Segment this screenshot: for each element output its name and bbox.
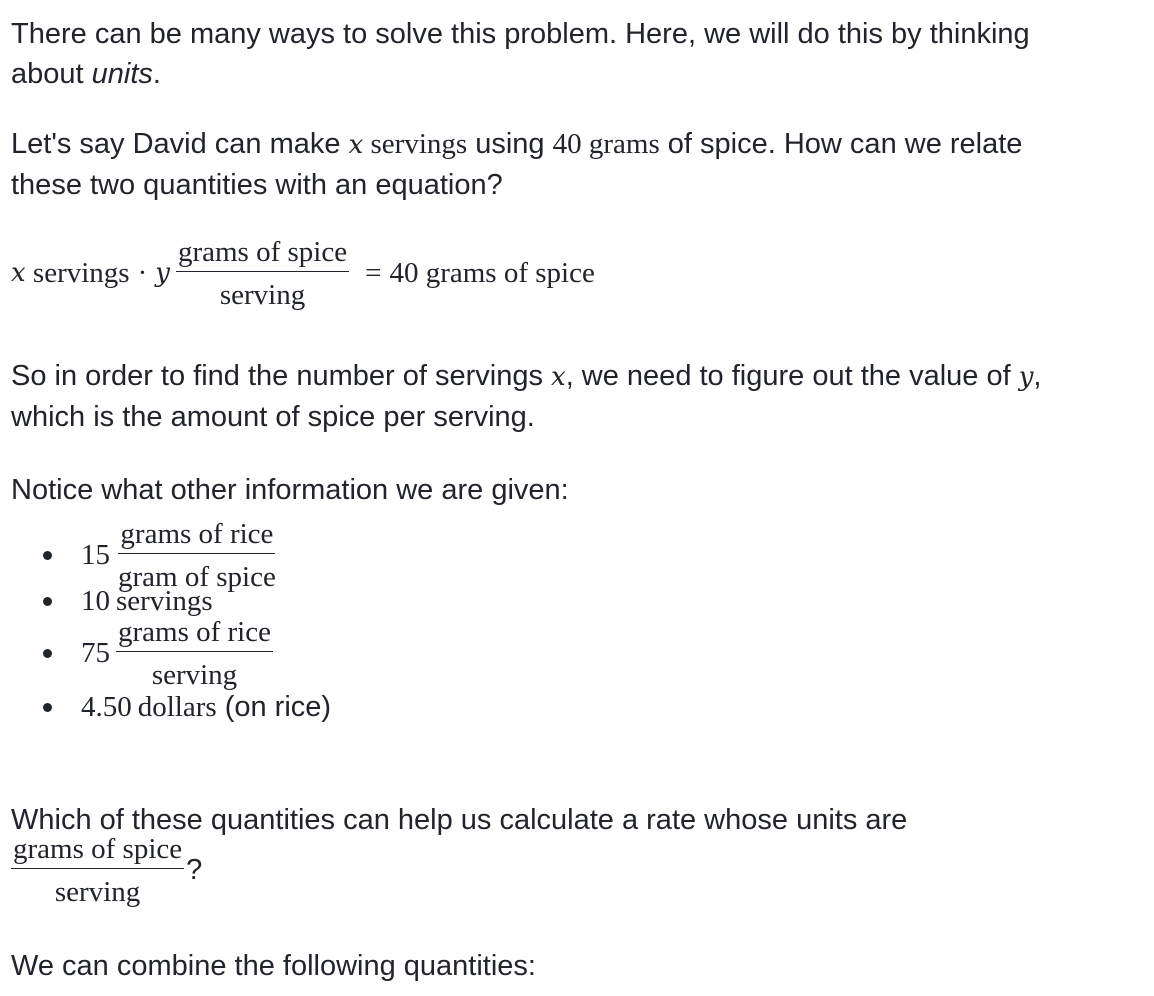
bullet-icon [43, 551, 52, 560]
intro-paragraph [11, 14, 1030, 94]
spice-per-serving-fraction: $\frac{\text{grams of spice}}{\text{serving}}$ [13, 833, 183, 908]
question-rate-units: $\frac{\text{grams of spice}}{\text{serving}}$ ? [13, 833, 203, 908]
bullet-icon [43, 649, 52, 658]
find-paragraph [11, 356, 1041, 437]
equation-right-side: 40 grams of spice [389, 256, 595, 289]
equation-x: x [11, 258, 26, 288]
fraction-denominator: serving [219, 278, 306, 311]
list-item: 75 $\frac{\text{grams of rice}}{\text{serving}}$ [11, 613, 331, 693]
equation-y: y [155, 258, 170, 288]
combine-paragraph: We can combine the following quantities: [11, 950, 536, 982]
list-item: 10 servings [11, 581, 331, 621]
setup-line-1: Let's say David can make x servings using 40 grams of spice. How can we relate [11, 128, 1023, 160]
given-quantities-list [11, 515, 331, 727]
list-item: 15 $\frac{\text{grams of rice}}{\text{gram of spice}}$ [11, 515, 331, 595]
intro-line-1: There can be many ways to solve this problem. Here, we will do this by thinking [11, 18, 1030, 50]
variable-x: x [551, 362, 566, 392]
equation-fraction [176, 235, 349, 312]
notice-heading: Notice what other information we are given: [11, 474, 569, 506]
units-emphasis: units [91, 58, 153, 90]
equation-servings: servings [25, 256, 130, 289]
variable-y: y [1018, 362, 1034, 392]
rice-per-serving-fraction: $\frac{\text{grams of rice}}{\text{serving}}$ [118, 615, 271, 691]
list-item: 4.50 dollars (on rice) [11, 687, 331, 727]
question-line-1: Which of these quantities can help us calculate a rate whose units are [11, 804, 908, 836]
find-line-2: which is the amount of spice per serving. [11, 401, 535, 433]
fraction-numerator: grams of spice [176, 235, 349, 272]
bullet-icon [43, 703, 52, 712]
variable-x: x [348, 130, 364, 160]
intro-line-2: about units. [11, 58, 161, 90]
setup-line-2: these two quantities with an equation? [11, 169, 503, 201]
find-line-1: So in order to find the number of servings x, we need to figure out the value of y, [11, 360, 1042, 392]
rice-per-spice-fraction: $\frac{\text{grams of rice}}{\text{gram of spice}}$ [118, 517, 276, 593]
equation-equals: = [365, 256, 382, 289]
bullet-icon [43, 597, 52, 606]
setup-paragraph [11, 124, 1022, 205]
equation-dot: · [137, 256, 148, 289]
servings-equation [11, 228, 595, 318]
